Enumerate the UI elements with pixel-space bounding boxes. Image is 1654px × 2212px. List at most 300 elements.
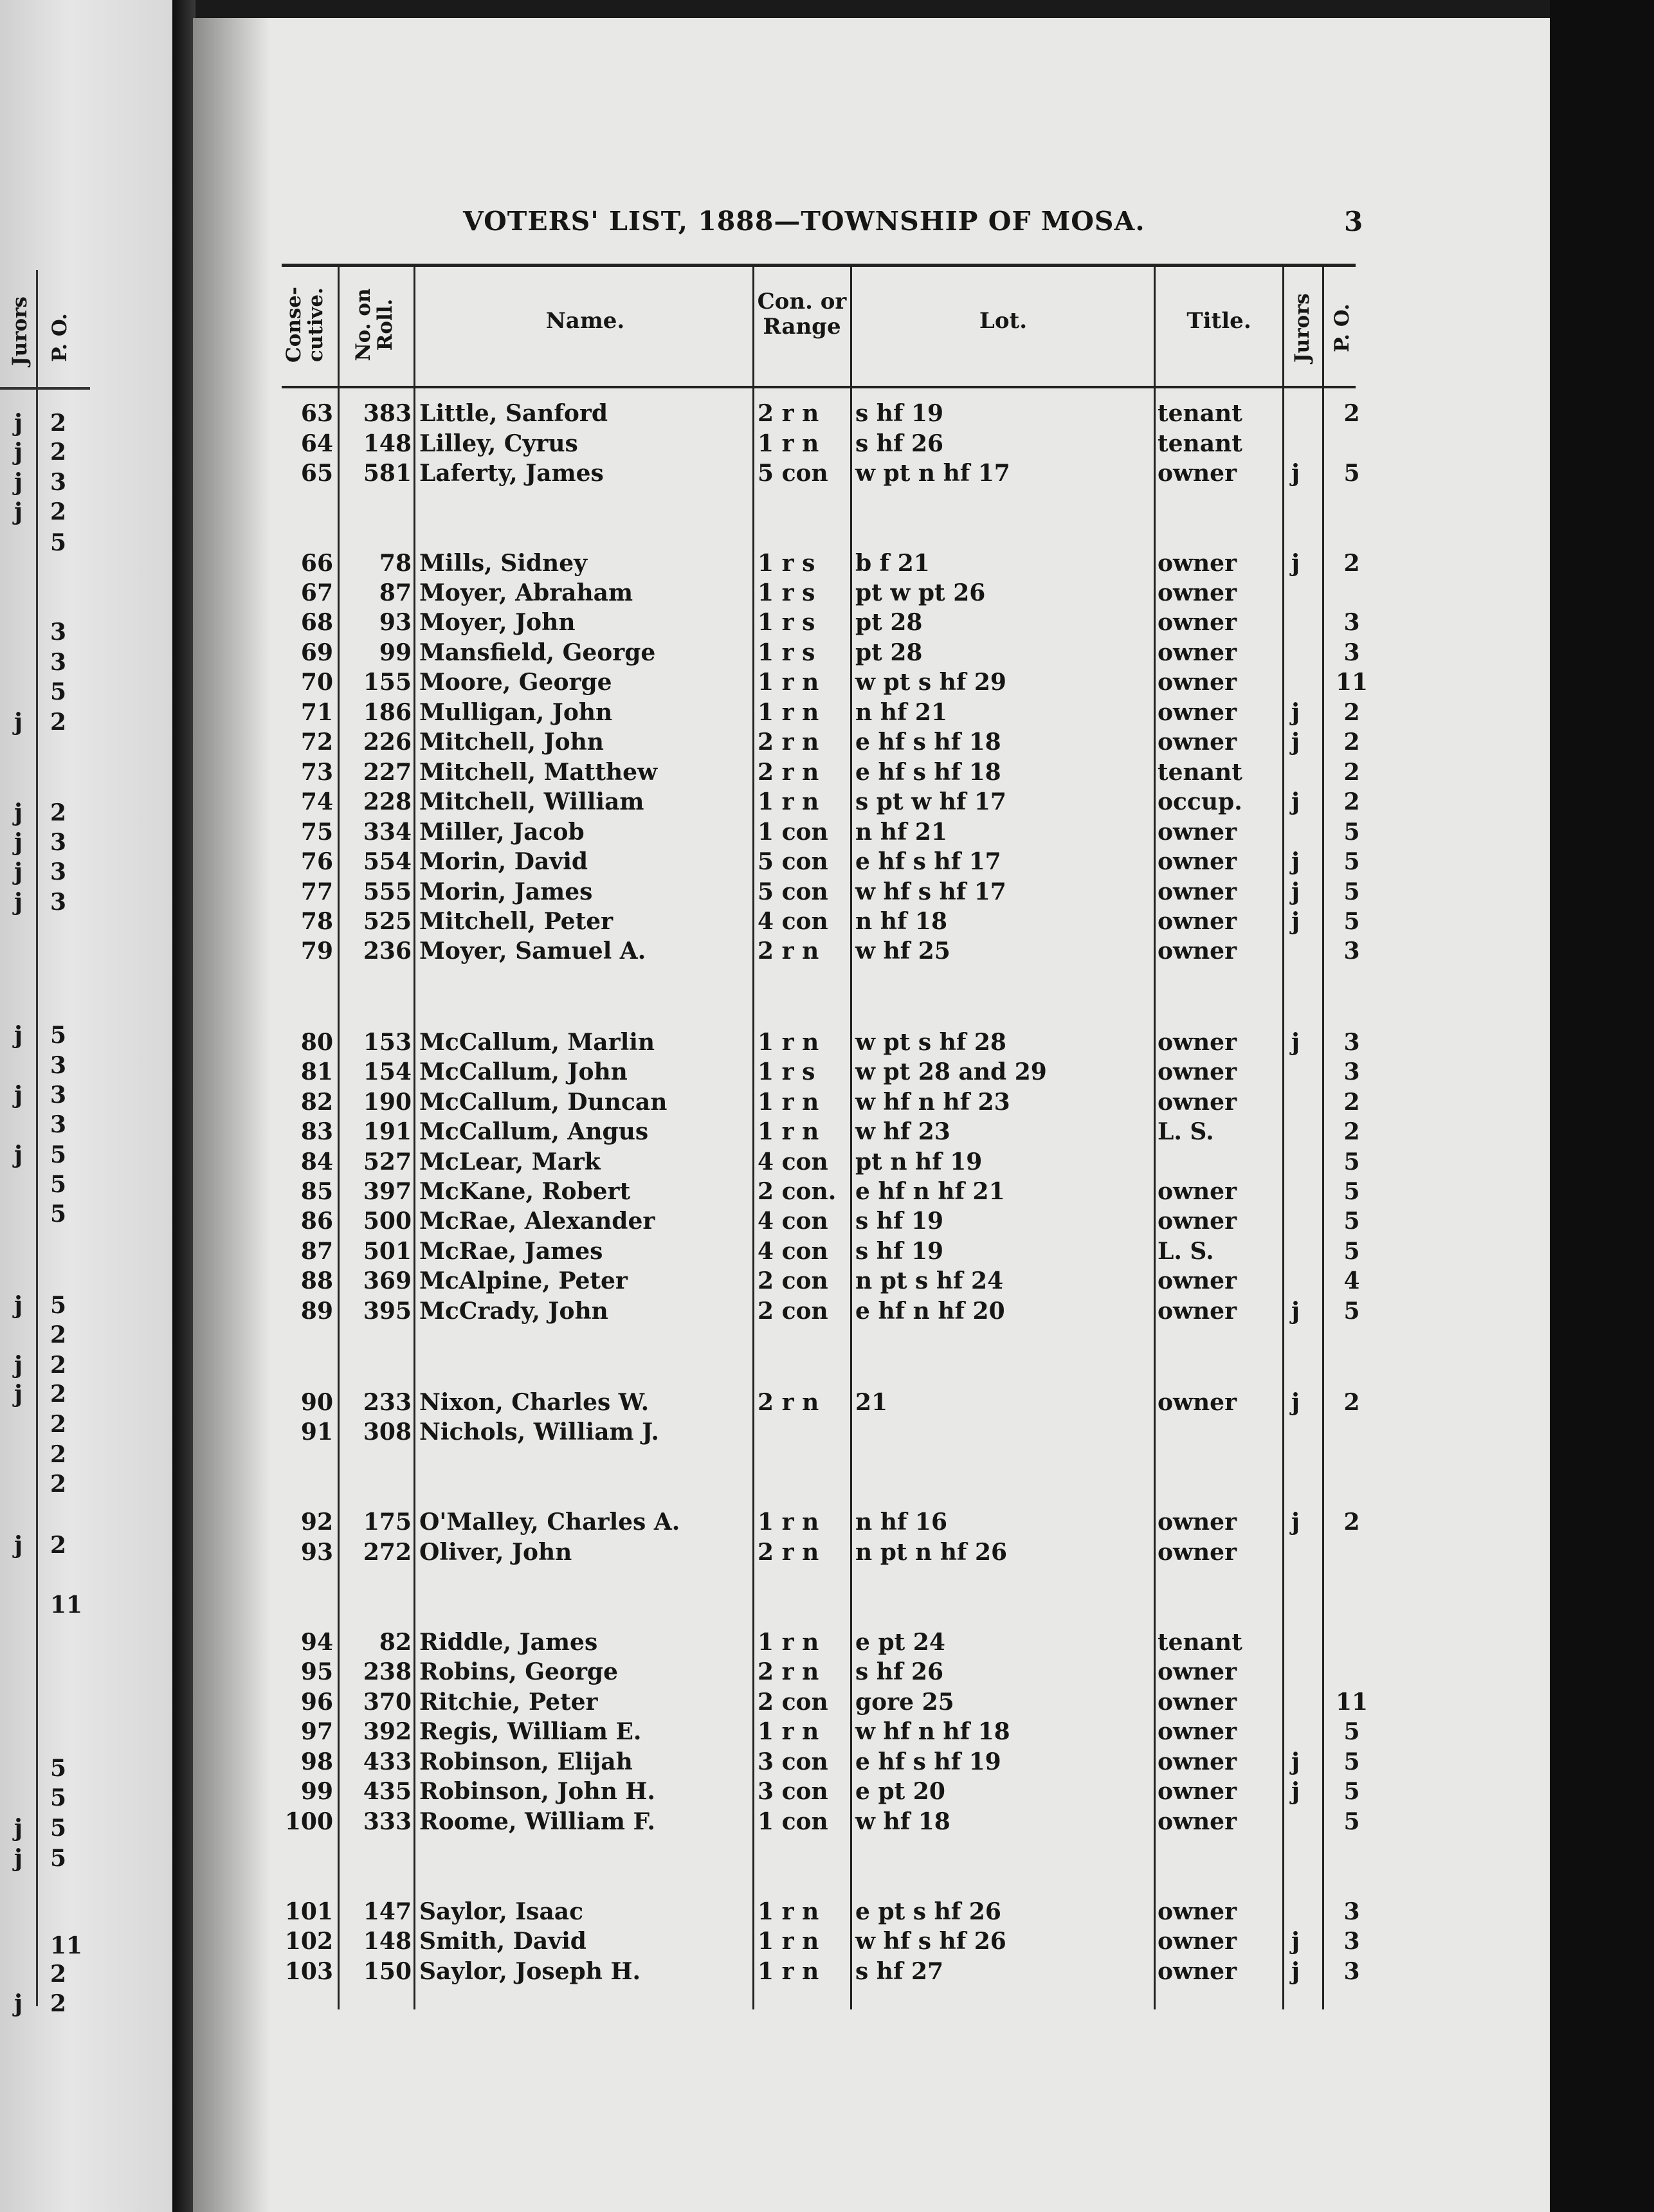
cell-jur: j xyxy=(1291,1509,1300,1536)
cell-jur: j xyxy=(1291,699,1300,726)
cell-name: Mills, Sidney xyxy=(419,550,588,577)
cell-roll: 87 xyxy=(379,579,412,606)
cell-lot: pt n hf 19 xyxy=(855,1148,983,1175)
cell-roll: 272 xyxy=(363,1539,412,1566)
left-header-rule xyxy=(0,387,90,390)
cell-lot: s hf 27 xyxy=(855,1958,944,1985)
left-po-value: 2 xyxy=(50,1321,67,1348)
cell-name: Nichols, William J. xyxy=(419,1419,659,1446)
cell-title: owner xyxy=(1158,1748,1237,1775)
cell-name: Miller, Jacob xyxy=(419,819,585,846)
cell-roll: 392 xyxy=(363,1718,412,1745)
cell-title: owner xyxy=(1158,1178,1237,1205)
cell-con: 2 r n xyxy=(758,729,819,756)
cell-con: 1 r n xyxy=(758,1029,819,1056)
cell-title: owner xyxy=(1158,938,1237,965)
cell-cons: 72 xyxy=(300,729,333,756)
cell-con: 1 r n xyxy=(758,1118,819,1145)
left-po-value: 3 xyxy=(50,1111,67,1138)
cell-name: McLear, Mark xyxy=(419,1148,601,1175)
cell-cons: 103 xyxy=(284,1958,333,1985)
left-po-value: 11 xyxy=(50,1932,83,1959)
rule-after-roll xyxy=(414,267,415,2009)
cell-name: Morin, James xyxy=(419,878,593,905)
cell-lot: w pt 28 and 29 xyxy=(855,1058,1047,1085)
cell-roll: 148 xyxy=(363,1928,412,1955)
cell-title: owner xyxy=(1158,1718,1237,1745)
cell-con: 1 con xyxy=(758,819,828,846)
cell-po: 5 xyxy=(1343,1718,1360,1745)
cell-roll: 397 xyxy=(363,1178,412,1205)
left-po-value: 5 xyxy=(50,1201,67,1228)
cell-cons: 76 xyxy=(300,848,333,875)
cell-cons: 70 xyxy=(300,669,333,696)
cell-cons: 63 xyxy=(300,400,333,427)
cell-lot: n hf 21 xyxy=(855,699,947,726)
cell-title: tenant xyxy=(1158,430,1242,457)
cell-con: 5 con xyxy=(758,460,828,487)
cell-name: Moyer, John xyxy=(419,609,576,636)
cell-lot: gore 25 xyxy=(855,1689,954,1716)
cell-roll: 500 xyxy=(363,1208,412,1235)
cell-po: 2 xyxy=(1343,400,1360,427)
cell-lot: pt 28 xyxy=(855,609,923,636)
left-po-value: 3 xyxy=(50,829,67,856)
cell-roll: 226 xyxy=(363,729,412,756)
left-po-value: 3 xyxy=(50,858,67,885)
cell-title: owner xyxy=(1158,1958,1237,1985)
cell-po: 5 xyxy=(1343,878,1360,905)
left-juror-mark: j xyxy=(14,799,23,826)
cell-roll: 147 xyxy=(363,1898,412,1925)
cell-cons: 64 xyxy=(300,430,333,457)
left-po-value: 5 xyxy=(50,1171,67,1198)
table-header-rule xyxy=(282,386,1356,388)
cell-roll: 99 xyxy=(379,639,412,666)
cell-cons: 96 xyxy=(300,1689,333,1716)
cell-po: 2 xyxy=(1343,1118,1360,1145)
cell-name: Oliver, John xyxy=(419,1539,572,1566)
cell-lot: pt w pt 26 xyxy=(855,579,986,606)
cell-cons: 77 xyxy=(300,878,333,905)
cell-con: 1 r n xyxy=(758,1629,819,1656)
cell-lot: 21 xyxy=(855,1389,888,1416)
cell-lot: s hf 19 xyxy=(855,1238,944,1265)
cell-cons: 81 xyxy=(300,1058,333,1085)
cell-po: 3 xyxy=(1343,1058,1360,1085)
cell-con: 1 r s xyxy=(758,579,815,606)
header-title: Title. xyxy=(1186,308,1251,334)
cell-jur: j xyxy=(1291,1748,1300,1775)
cell-cons: 92 xyxy=(300,1509,333,1536)
cell-jur: j xyxy=(1291,788,1300,815)
cell-roll: 395 xyxy=(363,1298,412,1325)
cell-name: O'Malley, Charles A. xyxy=(419,1509,680,1536)
page-edge-shade xyxy=(193,18,270,2212)
rule-after-con xyxy=(850,267,852,2009)
left-po-value: 2 xyxy=(50,1352,67,1379)
header-consecutive: Conse- cutive. xyxy=(282,287,328,363)
cell-lot: n hf 21 xyxy=(855,819,947,846)
cell-name: Smith, David xyxy=(419,1928,586,1955)
cell-con: 1 r n xyxy=(758,1509,819,1536)
cell-cons: 71 xyxy=(300,699,333,726)
cell-cons: 94 xyxy=(300,1629,333,1656)
cell-lot: pt 28 xyxy=(855,639,923,666)
left-po-value: 3 xyxy=(50,469,67,496)
cell-jur: j xyxy=(1291,878,1300,905)
cell-con: 1 r n xyxy=(758,1958,819,1985)
cell-po: 5 xyxy=(1343,908,1360,935)
cell-roll: 233 xyxy=(363,1389,412,1416)
left-juror-mark: j xyxy=(14,1292,23,1319)
cell-cons: 79 xyxy=(300,938,333,965)
cell-po: 5 xyxy=(1343,848,1360,875)
cell-lot: e hf n hf 20 xyxy=(855,1298,1005,1325)
cell-roll: 153 xyxy=(363,1029,412,1056)
left-po-value: 5 xyxy=(50,1292,67,1319)
cell-lot: s hf 26 xyxy=(855,430,944,457)
rule-after-title xyxy=(1282,267,1284,2009)
cell-roll: 581 xyxy=(363,460,412,487)
cell-cons: 68 xyxy=(300,609,333,636)
cell-lot: s hf 26 xyxy=(855,1658,944,1685)
cell-con: 2 con xyxy=(758,1267,828,1294)
cell-roll: 190 xyxy=(363,1089,412,1116)
cell-po: 3 xyxy=(1343,938,1360,965)
cell-cons: 95 xyxy=(300,1658,333,1685)
cell-con: 2 r n xyxy=(758,1389,819,1416)
cell-name: McRae, Alexander xyxy=(419,1208,655,1235)
cell-con: 1 r n xyxy=(758,669,819,696)
cell-po: 3 xyxy=(1343,1928,1360,1955)
cell-con: 1 r n xyxy=(758,788,819,815)
cell-title: owner xyxy=(1158,1689,1237,1716)
cell-lot: b f 21 xyxy=(855,550,930,577)
rule-after-name xyxy=(752,267,754,2009)
header-po: P. O. xyxy=(1331,304,1354,352)
cell-roll: 93 xyxy=(379,609,412,636)
cell-title: owner xyxy=(1158,1058,1237,1085)
cell-name: Mulligan, John xyxy=(419,699,613,726)
cell-con: 1 r n xyxy=(758,1718,819,1745)
rule-after-jurors xyxy=(1322,267,1324,2009)
left-po-value: 11 xyxy=(50,1591,83,1618)
cell-lot: s pt w hf 17 xyxy=(855,788,1006,815)
cell-name: McRae, James xyxy=(419,1238,603,1265)
left-po-value: 2 xyxy=(50,1990,67,2017)
left-po-value: 3 xyxy=(50,649,67,676)
cell-roll: 333 xyxy=(363,1808,412,1835)
cell-cons: 66 xyxy=(300,550,333,577)
cell-cons: 100 xyxy=(284,1808,333,1835)
cell-roll: 148 xyxy=(363,430,412,457)
cell-roll: 175 xyxy=(363,1509,412,1536)
cell-po: 3 xyxy=(1343,1029,1360,1056)
cell-lot: n hf 16 xyxy=(855,1509,947,1536)
cell-name: Moyer, Abraham xyxy=(419,579,633,606)
cell-title: owner xyxy=(1158,1208,1237,1235)
left-juror-mark: j xyxy=(14,410,23,437)
cell-jur: j xyxy=(1291,908,1300,935)
cell-po: 5 xyxy=(1343,1778,1360,1805)
cell-jur: j xyxy=(1291,1778,1300,1805)
left-juror-mark: j xyxy=(14,469,23,496)
cell-con: 1 r n xyxy=(758,1898,819,1925)
left-juror-mark: j xyxy=(14,498,23,525)
cell-jur: j xyxy=(1291,848,1300,875)
left-po-value: 2 xyxy=(50,410,67,437)
cell-name: Mitchell, John xyxy=(419,729,604,756)
cell-lot: w hf s hf 17 xyxy=(855,878,1006,905)
left-po-value: 5 xyxy=(50,678,67,705)
header-lot: Lot. xyxy=(979,308,1028,334)
cell-name: Ritchie, Peter xyxy=(419,1689,598,1716)
gutter-shadow xyxy=(172,0,195,2212)
cell-po: 5 xyxy=(1343,1238,1360,1265)
cell-roll: 82 xyxy=(379,1629,412,1656)
cell-con: 5 con xyxy=(758,848,828,875)
cell-lot: w hf 25 xyxy=(855,938,950,965)
left-juror-mark: j xyxy=(14,1022,23,1049)
cell-roll: 238 xyxy=(363,1658,412,1685)
left-po-value: 3 xyxy=(50,889,67,916)
cell-lot: w pt s hf 29 xyxy=(855,669,1006,696)
cell-roll: 501 xyxy=(363,1238,412,1265)
left-juror-mark: j xyxy=(14,858,23,885)
cell-con: 1 r n xyxy=(758,1928,819,1955)
left-po-value: 3 xyxy=(50,1082,67,1109)
left-juror-mark: j xyxy=(14,439,23,466)
left-po-value: 2 xyxy=(50,498,67,525)
cell-name: Laferty, James xyxy=(419,460,604,487)
left-po-value: 5 xyxy=(50,1784,67,1811)
cell-lot: w hf s hf 26 xyxy=(855,1928,1006,1955)
cell-con: 2 r n xyxy=(758,1539,819,1566)
cell-con: 5 con xyxy=(758,878,828,905)
cell-jur: j xyxy=(1291,1029,1300,1056)
cell-name: Regis, William E. xyxy=(419,1718,642,1745)
left-juror-mark: j xyxy=(14,1381,23,1408)
header-roll: No. on Roll. xyxy=(352,288,397,361)
cell-lot: w pt n hf 17 xyxy=(855,460,1010,487)
cell-po: 2 xyxy=(1343,788,1360,815)
cell-name: Little, Sanford xyxy=(419,400,608,427)
cell-lot: e hf s hf 18 xyxy=(855,759,1001,786)
left-juror-mark: j xyxy=(14,1990,23,2017)
cell-jur: j xyxy=(1291,1389,1300,1416)
cell-roll: 555 xyxy=(363,878,412,905)
cell-cons: 93 xyxy=(300,1539,333,1566)
cell-jur: j xyxy=(1291,1958,1300,1985)
cell-lot: w hf 23 xyxy=(855,1118,950,1145)
cell-po: 5 xyxy=(1343,1298,1360,1325)
cell-lot: e hf s hf 19 xyxy=(855,1748,1001,1775)
cell-po: 11 xyxy=(1335,1689,1368,1716)
cell-lot: e hf s hf 17 xyxy=(855,848,1001,875)
cell-po: 5 xyxy=(1343,1748,1360,1775)
cell-jur: j xyxy=(1291,460,1300,487)
cell-con: 3 con xyxy=(758,1748,828,1775)
cell-po: 2 xyxy=(1343,550,1360,577)
cell-cons: 88 xyxy=(300,1267,333,1294)
left-po-value: 2 xyxy=(50,799,67,826)
cell-con: 1 r s xyxy=(758,1058,815,1085)
cell-title: owner xyxy=(1158,1389,1237,1416)
cell-roll: 78 xyxy=(379,550,412,577)
cell-con: 3 con xyxy=(758,1778,828,1805)
cell-cons: 90 xyxy=(300,1389,333,1416)
cell-roll: 334 xyxy=(363,819,412,846)
cell-con: 1 con xyxy=(758,1808,828,1835)
cell-cons: 74 xyxy=(300,788,333,815)
left-po-value: 3 xyxy=(50,619,67,646)
left-juror-mark: j xyxy=(14,1141,23,1168)
cell-title: owner xyxy=(1158,1298,1237,1325)
cell-cons: 67 xyxy=(300,579,333,606)
cell-title: owner xyxy=(1158,639,1237,666)
cell-cons: 65 xyxy=(300,460,333,487)
cell-po: 5 xyxy=(1343,1148,1360,1175)
cell-po: 5 xyxy=(1343,819,1360,846)
cell-title: tenant xyxy=(1158,1629,1242,1656)
cell-cons: 82 xyxy=(300,1089,333,1116)
cell-cons: 73 xyxy=(300,759,333,786)
right-margin-shadow xyxy=(1550,0,1654,2212)
cell-cons: 98 xyxy=(300,1748,333,1775)
cell-title: owner xyxy=(1158,1898,1237,1925)
cell-con: 2 con xyxy=(758,1298,828,1325)
cell-roll: 435 xyxy=(363,1778,412,1805)
cell-roll: 433 xyxy=(363,1748,412,1775)
left-jurors-header: Jurors xyxy=(8,296,32,367)
cell-name: McCallum, Duncan xyxy=(419,1089,668,1116)
cell-roll: 236 xyxy=(363,938,412,965)
cell-lot: n pt n hf 26 xyxy=(855,1539,1008,1566)
cell-lot: w hf 18 xyxy=(855,1808,950,1835)
left-po-value: 2 xyxy=(50,1532,67,1559)
cell-jur: j xyxy=(1291,729,1300,756)
cell-title: owner xyxy=(1158,1928,1237,1955)
previous-page-strip xyxy=(0,0,172,2212)
cell-lot: s hf 19 xyxy=(855,1208,944,1235)
cell-cons: 80 xyxy=(300,1029,333,1056)
cell-title: occup. xyxy=(1158,788,1242,815)
cell-con: 2 r n xyxy=(758,400,819,427)
cell-con: 2 r n xyxy=(758,759,819,786)
left-po-value: 2 xyxy=(50,1471,67,1498)
left-po-value: 2 xyxy=(50,1961,67,1988)
cell-name: Saylor, Joseph H. xyxy=(419,1958,641,1985)
cell-roll: 370 xyxy=(363,1689,412,1716)
cell-jur: j xyxy=(1291,550,1300,577)
cell-roll: 383 xyxy=(363,400,412,427)
cell-po: 11 xyxy=(1335,669,1368,696)
left-po-value: 5 xyxy=(50,1141,67,1168)
left-column-rule xyxy=(36,270,38,2006)
cell-con: 4 con xyxy=(758,1208,828,1235)
cell-cons: 69 xyxy=(300,639,333,666)
left-po-value: 5 xyxy=(50,1755,67,1782)
cell-title: owner xyxy=(1158,1539,1237,1566)
cell-cons: 85 xyxy=(300,1178,333,1205)
cell-roll: 554 xyxy=(363,848,412,875)
cell-cons: 102 xyxy=(284,1928,333,1955)
cell-title: owner xyxy=(1158,1658,1237,1685)
cell-con: 2 r n xyxy=(758,938,819,965)
cell-name: Lilley, Cyrus xyxy=(419,430,578,457)
cell-po: 2 xyxy=(1343,759,1360,786)
cell-title: tenant xyxy=(1158,400,1242,427)
cell-name: Robinson, John H. xyxy=(419,1778,655,1805)
header-con-range: Con. or Range xyxy=(757,289,847,340)
cell-name: Robins, George xyxy=(419,1658,618,1685)
cell-con: 1 r s xyxy=(758,609,815,636)
cell-lot: e hf s hf 18 xyxy=(855,729,1001,756)
cell-name: Nixon, Charles W. xyxy=(419,1389,650,1416)
page-number: 3 xyxy=(1344,206,1363,237)
cell-po: 3 xyxy=(1343,1898,1360,1925)
left-juror-mark: j xyxy=(14,1845,23,1872)
left-juror-mark: j xyxy=(14,1815,23,1842)
cell-title: owner xyxy=(1158,1808,1237,1835)
cell-con: 4 con xyxy=(758,1148,828,1175)
left-po-value: 3 xyxy=(50,1052,67,1079)
header-name: Name. xyxy=(545,308,625,334)
left-juror-mark: j xyxy=(14,889,23,916)
cell-title: owner xyxy=(1158,908,1237,935)
cell-lot: n pt s hf 24 xyxy=(855,1267,1004,1294)
left-po-value: 2 xyxy=(50,1411,67,1438)
cell-con: 1 r n xyxy=(758,1089,819,1116)
cell-name: Mansfield, George xyxy=(419,639,656,666)
cell-jur: j xyxy=(1291,1928,1300,1955)
left-juror-mark: j xyxy=(14,829,23,856)
left-po-value: 5 xyxy=(50,1022,67,1049)
cell-name: McKane, Robert xyxy=(419,1178,631,1205)
cell-title: owner xyxy=(1158,848,1237,875)
cell-name: Mitchell, Peter xyxy=(419,908,613,935)
cell-title: owner xyxy=(1158,579,1237,606)
cell-con: 1 r s xyxy=(758,550,815,577)
cell-po: 5 xyxy=(1343,460,1360,487)
cell-title: owner xyxy=(1158,729,1237,756)
cell-cons: 78 xyxy=(300,908,333,935)
left-po-value: 2 xyxy=(50,1381,67,1408)
cell-po: 4 xyxy=(1343,1267,1360,1294)
cell-name: McCallum, Marlin xyxy=(419,1029,655,1056)
cell-name: Moyer, Samuel A. xyxy=(419,938,646,965)
cell-name: Mitchell, Matthew xyxy=(419,759,658,786)
cell-title: owner xyxy=(1158,550,1237,577)
cell-cons: 75 xyxy=(300,819,333,846)
cell-title: owner xyxy=(1158,1089,1237,1116)
left-po-value: 2 xyxy=(50,1441,67,1468)
cell-title: owner xyxy=(1158,1509,1237,1536)
cell-name: Saylor, Isaac xyxy=(419,1898,584,1925)
cell-name: Riddle, James xyxy=(419,1629,598,1656)
cell-title: owner xyxy=(1158,878,1237,905)
cell-cons: 87 xyxy=(300,1238,333,1265)
cell-con: 1 r s xyxy=(758,639,815,666)
cell-roll: 186 xyxy=(363,699,412,726)
left-po-value: 2 xyxy=(50,709,67,736)
cell-lot: e pt s hf 26 xyxy=(855,1898,1001,1925)
cell-lot: e hf n hf 21 xyxy=(855,1178,1005,1205)
cell-name: McCrady, John xyxy=(419,1298,608,1325)
cell-po: 5 xyxy=(1343,1178,1360,1205)
cell-title: owner xyxy=(1158,699,1237,726)
